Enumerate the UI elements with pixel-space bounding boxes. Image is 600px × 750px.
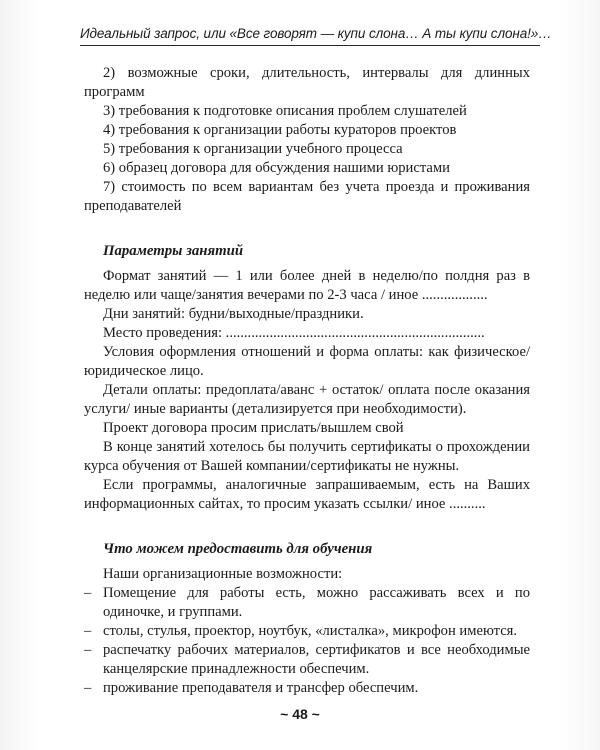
intro-numbered-list	[84, 64, 530, 216]
numbered-item: 2) возможные сроки, длительность, интервалы для длинных программ	[84, 65, 530, 100]
dash-bullet: –	[84, 585, 92, 601]
paragraph: Условия оформления отношений и форма оплаты: как физическое/юридическое лицо.	[84, 344, 530, 379]
dash-bullet: –	[84, 680, 92, 696]
section-title-lesson-parameters: Параметры занятий	[103, 243, 244, 259]
list-item	[84, 679, 530, 698]
dash-bullet: –	[84, 623, 92, 639]
running-header: Идеальный запрос, или «Все говорят — купи слона… А ты купи слона!»…	[80, 26, 540, 46]
list-item-text: столы, стулья, проектор, ноутбук, «листалка», микрофон имеются.	[103, 623, 518, 639]
dash-list	[84, 584, 530, 698]
numbered-item: 5) требования к организации учебного процесса	[103, 141, 403, 157]
paragraph: Если программы, аналогичные запрашиваемым, есть на Ваших информационных сайтах, то просим указать ссылки/ иное ..........	[84, 477, 530, 512]
dash-bullet: –	[84, 642, 92, 658]
paragraph-lead: Наши организационные возможности:	[103, 566, 343, 582]
numbered-item: 4) требования к организации работы кураторов проектов	[103, 122, 457, 138]
paragraph: Формат занятий — 1 или более дней в неделю/по полдня раз в неделю или чаще/занятия вечерами по 2-3 часа / иное ..................	[84, 268, 530, 303]
page-body	[84, 64, 530, 698]
list-item-text: проживание преподавателя и трансфер обеспечим.	[103, 680, 419, 696]
list-item	[84, 641, 530, 679]
list-item	[84, 622, 530, 641]
training-resources-section	[84, 565, 530, 698]
paragraph: В конце занятий хотелось бы получить сертификаты о прохождении курса обучения от Вашей компании/сертификаты не нужны.	[84, 439, 530, 474]
section-title-training-resources: Что можем предоставить для обучения	[103, 541, 373, 557]
paragraph: Дни занятий: будни/выходные/праздники.	[103, 306, 364, 322]
numbered-item: 3) требования к подготовке описания проблем слушателей	[103, 103, 467, 119]
paragraph: Детали оплаты: предоплата/аванс + остаток/ оплата после оказания услуги/ иные варианты (детализируется при необходимости).	[84, 382, 530, 417]
lesson-parameters-section	[84, 267, 530, 514]
list-item-text: Помещение для работы есть, можно рассаживать всех и по одиночке, и группами.	[103, 585, 530, 620]
numbered-item: 7) стоимость по всем вариантам без учета проезда и проживания преподавателей	[84, 179, 530, 214]
list-item	[84, 584, 530, 622]
paragraph: Проект договора просим прислать/вышлем свой	[103, 420, 404, 436]
page-number: ~ 48 ~	[280, 706, 320, 722]
paragraph: Место проведения: .......................................................................	[103, 325, 485, 341]
numbered-item: 6) образец договора для обсуждения нашими юристами	[103, 160, 450, 176]
list-item-text: распечатку рабочих материалов, сертификатов и все необходимые канцелярские принадлежности обеспечим.	[103, 642, 530, 677]
